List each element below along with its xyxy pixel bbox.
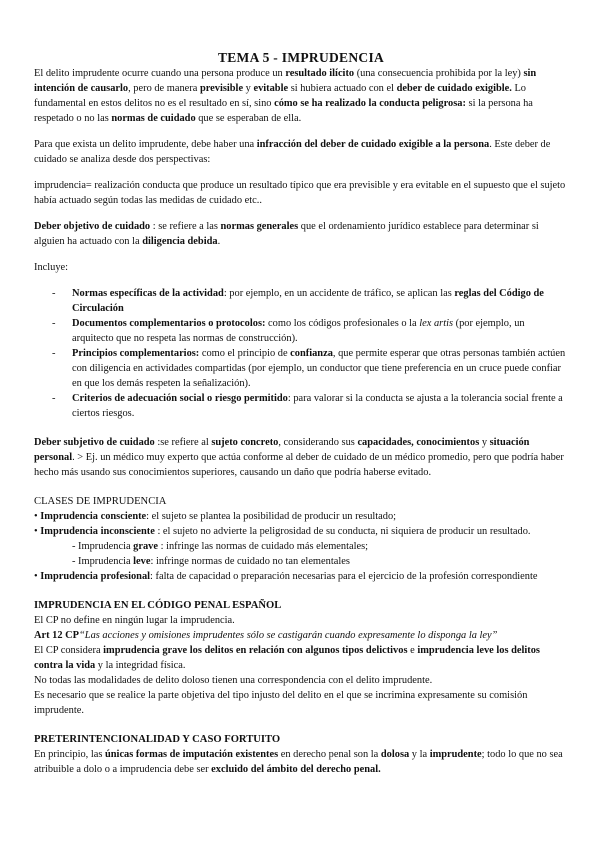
cp-art-12: [34, 628, 568, 643]
text-run: y: [479, 437, 490, 448]
bold-text: reglas del Código de Circulación: [72, 288, 544, 314]
bold-text: evitable: [253, 83, 289, 94]
text-run: . > Ej. un médico muy experto que actúa conforme al deber de cuidado de un médico promedio, pero que podría haber hecho más usando sus conocimientos superiores, causando un daño que podría haberse evitado.: [34, 452, 564, 478]
text-run: :se refiere al: [154, 437, 212, 448]
subjective-duty-paragraph: [34, 435, 568, 480]
text-run: e: [407, 645, 418, 656]
objective-duty-paragraph: [34, 219, 568, 249]
bold-text: deber de cuidado exigible.: [396, 83, 512, 94]
text-run: ; todo lo que no sea atribuible a dolo o a imprudencia debe ser: [34, 749, 563, 775]
text-run: El CP considera: [34, 645, 104, 656]
text-run: (por ejemplo, un arquitecto que no respeta las normas de construcción).: [72, 318, 525, 344]
bold-text: resultado ilícito: [285, 68, 355, 79]
bold-text: únicas formas de imputación existentes: [105, 749, 279, 760]
text-run: como el principio de: [199, 348, 291, 359]
cp-line-4: No todas las modalidades de delito doloso tienen una correspondencia con el delito imprudente.: [34, 675, 433, 686]
includes-label: Incluye:: [34, 262, 69, 273]
bold-text: Imprudencia inconsciente: [40, 526, 155, 537]
text-run: y: [243, 83, 254, 94]
includes-list: [34, 286, 568, 421]
definition-paragraph: [34, 178, 568, 208]
text-run: En principio, las: [34, 749, 105, 760]
bold-text: normas generales: [220, 221, 299, 232]
bold-text: Normas específicas de la actividad: [72, 288, 224, 299]
bold-text: dolosa: [380, 749, 410, 760]
perspectives-paragraph: [34, 137, 568, 167]
bold-text: Criterios de adecuación social o riesgo permitido: [72, 393, 288, 404]
text-run: •: [34, 526, 41, 537]
bold-text: Principios complementarios:: [72, 348, 200, 359]
preter-paragraph: [34, 747, 568, 777]
clase-consciente: [34, 509, 568, 524]
text-run: . Este deber de cuidado se analiza desde dos perspectivas:: [34, 139, 551, 165]
bold-text: diligencia debida: [142, 236, 218, 247]
bold-text: cómo se ha realizado la conducta peligrosa:: [274, 98, 466, 109]
text-run: y la integridad física.: [95, 660, 186, 671]
text-run: : el sujeto no advierte la peligrosidad de su conducta, ni siquiera de producir un resultado.: [154, 526, 531, 537]
list-item: [70, 316, 568, 346]
text-run: : se refiere a las: [150, 221, 221, 232]
text-run: como los códigos profesionales o la: [265, 318, 420, 329]
text-run: : infringe normas de cuidado no tan elementales: [150, 556, 350, 567]
bold-text: confianza: [290, 348, 333, 359]
text-run: en derecho penal son la: [278, 749, 381, 760]
intro-paragraph: [34, 66, 568, 126]
clase-inconsciente: [34, 524, 568, 539]
bold-text: imprudente: [429, 749, 482, 760]
text-run: si hubiera actuado con el: [288, 83, 397, 94]
text-run: , considerando sus: [278, 437, 358, 448]
clase-leve: [34, 554, 568, 569]
list-item: [70, 286, 568, 316]
text-run: : por ejemplo, en un accidente de tráfico, se aplican las: [223, 288, 455, 299]
text-run: que el ordenamiento jurídico establece para determinar si alguien ha actuado con la: [34, 221, 539, 247]
bold-text: sin intención de causarlo: [34, 68, 537, 94]
text-run: : infringe las normas de cuidado más elementales;: [157, 541, 369, 552]
bold-text: grave: [133, 541, 158, 552]
text-run: El delito imprudente ocurre cuando una persona produce un: [34, 68, 286, 79]
text-run: - Imprudencia: [72, 556, 134, 567]
bold-text: imprudencia grave los delitos en relación con algunos tipos delictivos: [103, 645, 408, 656]
bold-text: Imprudencia consciente: [40, 511, 147, 522]
bold-text: normas de cuidado: [111, 113, 196, 124]
bold-text: Deber subjetivo de cuidado: [34, 437, 155, 448]
cp-line-5: Es necesario que se realice la parte objetiva del tipo injusto del delito en el que se incrimina expresamente su comisión imprudente.: [34, 690, 528, 716]
bold-text: infracción del deber de cuidado exigible a la persona: [256, 139, 490, 150]
section-heading-preterintencionalidad: PRETERINTENCIONALIDAD Y CASO FORTUITO: [34, 734, 281, 745]
text-run: imprudencia= realización conducta que produce un resultado típico que era previsible y era evitable en el supuesto que el sujeto había actuado según todas las medidas de cuidado etc..: [34, 180, 566, 206]
text-run: •: [34, 511, 41, 522]
text-run: - Imprudencia: [72, 541, 134, 552]
text-run: , pero de manera: [128, 83, 200, 94]
text-run: : el sujeto se plantea la posibilidad de producir un resultado;: [146, 511, 397, 522]
bold-text: Deber objetivo de cuidado: [34, 221, 151, 232]
text-run: : para valorar si la conducta se ajusta a la tolerancia social frente a ciertos riesgos.: [72, 393, 563, 419]
text-run: que se esperaban de ella.: [195, 113, 302, 124]
bold-text: Art 12 CP: [34, 630, 80, 641]
text-run: •: [34, 571, 41, 582]
bold-text: excluido del ámbito del derecho penal.: [211, 764, 381, 775]
text-run: Lo fundamental en estos delitos no es el resultado en sí, sino: [34, 83, 526, 109]
clase-grave: [34, 539, 568, 554]
bold-text: sujeto concreto: [211, 437, 279, 448]
list-item: [70, 391, 568, 421]
text-run: .: [217, 236, 221, 247]
bold-text: Documentos complementarios o protocolos:: [72, 318, 266, 329]
cp-line-1: El CP no define en ningún lugar la imprudencia.: [34, 615, 235, 626]
section-heading-clases: CLASES DE IMPRUDENCIA: [34, 496, 167, 507]
text-run: Para que exista un delito imprudente, debe haber una: [34, 139, 257, 150]
text-run: si la persona ha respetado o no las: [34, 98, 533, 124]
bold-text: capacidades, conocimientos: [357, 437, 480, 448]
section-heading-codigo-penal: IMPRUDENCIA EN EL CÓDIGO PENAL ESPAÑOL: [34, 600, 282, 611]
text-run: : falta de capacidad o preparación necesarias para el ejercicio de la profesión correspondiente: [150, 571, 538, 582]
bold-text: Imprudencia profesional: [40, 571, 151, 582]
text-run: y la: [409, 749, 430, 760]
list-item: [70, 346, 568, 391]
bold-text: situación personal: [34, 437, 530, 463]
text-run: (una consecuencia prohibida por la ley): [354, 68, 524, 79]
italic-text: “Las acciones y omisiones imprudentes sólo se castigarán cuando expresamente lo disponga la ley”: [79, 630, 498, 641]
clase-profesional: [34, 569, 568, 584]
document-title: TEMA 5 - IMPRUDENCIA: [217, 50, 385, 65]
cp-considera: [34, 643, 568, 673]
document-page: [34, 50, 568, 777]
bold-text: leve: [133, 556, 151, 567]
bold-text: imprudencia leve los delitos contra la vida: [34, 645, 540, 671]
bold-text: previsible: [199, 83, 244, 94]
italic-text: lex artis: [419, 318, 454, 329]
text-run: , que permite esperar que otras personas también actúen con diligencia en actividades compartidas (por ejemplo, un conductor que tiene preferencia en un cruce puede confiar en que los demás respeten la señalización).: [72, 348, 566, 389]
